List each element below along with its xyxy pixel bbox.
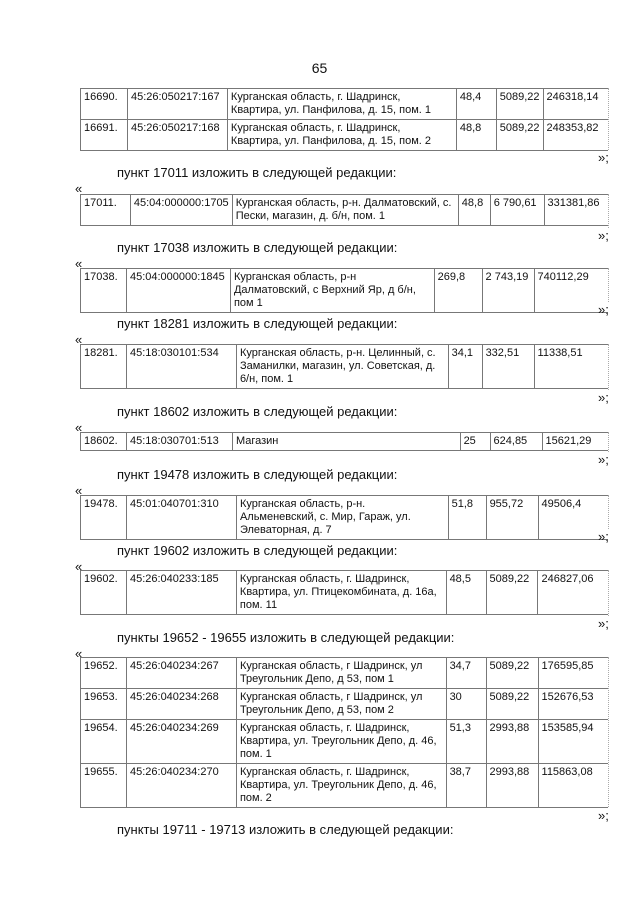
paragraph-19652-19655: пункты 19652 - 19655 изложить в следующей редакции: — [117, 630, 455, 645]
paragraph-18602: пункт 18602 изложить в следующей редакции: — [117, 404, 398, 419]
table-row — [81, 571, 609, 615]
cadastral-number-cell: 45:26:040234:268 — [126, 689, 236, 720]
area-cell: 30 — [446, 689, 486, 720]
closing-quote: »; — [598, 529, 609, 544]
address-cell: Курганская область, г. Шадринск, Квартира, ул. Птицекомбината, д. 16а, пом. 11 — [236, 571, 446, 615]
cadastral-number-cell: 45:26:040233:185 — [126, 571, 236, 615]
address-cell: Курганская область, р-н. Целинный, с. Заманилки, магазин, ул. Советская, д. 6/н, пом. 1 — [236, 345, 448, 389]
value-cell: 152676,53 — [538, 689, 608, 720]
address-cell: Курганская область, г. Шадринск, Квартира, ул. Треугольник Депо, д. 46, пом. 2 — [236, 764, 446, 808]
table-items-16690-16691 — [80, 88, 608, 151]
row-number-cell: 19653. — [81, 689, 127, 720]
area-cell: 38,7 — [446, 764, 486, 808]
address-cell: Курганская область, г Шадринск, ул Треугольник Депо, д 53, пом 2 — [236, 689, 446, 720]
address-cell: Курганская область, р-н Далматовский, с Верхний Яр, д б/н, пом 1 — [230, 269, 434, 313]
opening-quote: « — [75, 646, 83, 661]
paragraph-19478: пункт 19478 изложить в следующей редакции: — [117, 467, 398, 482]
area-cell: 51,3 — [446, 720, 486, 764]
opening-quote: « — [75, 181, 83, 196]
value-cell: 246827,06 — [538, 571, 608, 615]
cadastral-number-cell: 45:26:040234:267 — [126, 658, 236, 689]
closing-quote: »; — [598, 616, 609, 631]
value-cell: 153585,94 — [538, 720, 608, 764]
row-number-cell: 19478. — [81, 496, 127, 540]
paragraph-18281: пункт 18281 изложить в следующей редакции: — [117, 316, 398, 331]
table-row — [81, 658, 609, 689]
area-cell: 269,8 — [434, 269, 482, 313]
value-cell: 246318,14 — [543, 89, 608, 120]
rate-cell: 5089,22 — [486, 658, 538, 689]
rate-cell: 5089,22 — [486, 571, 538, 615]
address-cell: Курганская область, р-н. Альменевский, с. Мир, Гараж, ул. Элеваторная, д. 7 — [236, 496, 448, 540]
cadastral-number-cell: 45:18:030701:513 — [126, 433, 232, 451]
cadastral-number-cell: 45:26:050217:168 — [127, 120, 227, 151]
area-cell: 48,4 — [456, 89, 496, 120]
row-number-cell: 19652. — [81, 658, 127, 689]
row-number-cell: 18602. — [81, 433, 127, 451]
area-cell: 48,5 — [446, 571, 486, 615]
table-item-18602 — [80, 432, 608, 451]
address-cell: Курганская область, р-н. Далматовский, с. Пески, магазин, д. б/н, пом. 1 — [232, 195, 458, 226]
value-cell: 49506,4 — [538, 496, 608, 540]
table-row — [81, 433, 609, 451]
row-number-cell: 18281. — [81, 345, 127, 389]
row-number-cell: 17011. — [81, 195, 131, 226]
table-row — [81, 120, 609, 151]
table-item-18281 — [80, 344, 608, 389]
rate-cell: 5089,22 — [496, 120, 543, 151]
table-items-19652-19655 — [80, 657, 608, 808]
rate-cell: 6 790,61 — [490, 195, 544, 226]
cadastral-number-cell: 45:18:030101:534 — [126, 345, 236, 389]
cadastral-number-cell: 45:26:040234:269 — [126, 720, 236, 764]
address-cell: Курганская область, г. Шадринск, Квартира, ул. Треугольник Депо, д. 46, пом. 1 — [236, 720, 446, 764]
table-row — [81, 720, 609, 764]
table-row — [81, 89, 609, 120]
rate-cell: 332,51 — [482, 345, 534, 389]
value-cell: 11338,51 — [534, 345, 608, 389]
area-cell: 25 — [460, 433, 490, 451]
table-row — [81, 764, 609, 808]
value-cell: 15621,29 — [542, 433, 608, 451]
area-cell: 34,7 — [446, 658, 486, 689]
row-number-cell: 19602. — [81, 571, 127, 615]
paragraph-19711-19713: пункты 19711 - 19713 изложить в следующей редакции: — [117, 822, 454, 837]
value-cell: 115863,08 — [538, 764, 608, 808]
closing-quote: »; — [598, 228, 609, 243]
closing-quote: »; — [598, 390, 609, 405]
page-number: 65 — [311, 60, 328, 76]
address-cell: Магазин — [232, 433, 460, 451]
opening-quote: « — [75, 332, 83, 347]
value-cell: 248353,82 — [543, 120, 608, 151]
table-item-17038 — [80, 268, 608, 313]
table-item-19478 — [80, 495, 608, 540]
paragraph-19602: пункт 19602 изложить в следующей редакции: — [117, 543, 398, 558]
area-cell: 34,1 — [448, 345, 482, 389]
closing-quote: »; — [598, 150, 609, 165]
table-row — [81, 195, 609, 226]
table-item-17011 — [80, 194, 608, 226]
cadastral-number-cell: 45:01:040701:310 — [126, 496, 236, 540]
opening-quote: « — [75, 256, 83, 271]
table-row — [81, 269, 609, 313]
rate-cell: 955,72 — [486, 496, 538, 540]
opening-quote: « — [75, 483, 83, 498]
rate-cell: 2993,88 — [486, 720, 538, 764]
paragraph-17011: пункт 17011 изложить в следующей редакции: — [117, 165, 397, 180]
cadastral-number-cell: 45:26:050217:167 — [127, 89, 227, 120]
closing-quote: »; — [598, 808, 609, 823]
paragraph-17038: пункт 17038 изложить в следующей редакции: — [117, 240, 398, 255]
opening-quote: « — [75, 420, 83, 435]
row-number-cell: 16690. — [81, 89, 128, 120]
value-cell: 331381,86 — [544, 195, 608, 226]
closing-quote: »; — [598, 302, 609, 317]
table-row — [81, 689, 609, 720]
table-item-19602 — [80, 570, 608, 615]
opening-quote: « — [75, 559, 83, 574]
value-cell: 740112,29 — [534, 269, 608, 313]
area-cell: 48,8 — [456, 120, 496, 151]
area-cell: 48,8 — [458, 195, 490, 226]
row-number-cell: 16691. — [81, 120, 128, 151]
address-cell: Курганская область, г. Шадринск, Квартира, ул. Панфилова, д. 15, пом. 1 — [227, 89, 456, 120]
table-row — [81, 345, 609, 389]
cadastral-number-cell: 45:26:040234:270 — [126, 764, 236, 808]
value-cell: 176595,85 — [538, 658, 608, 689]
cadastral-number-cell: 45:04:000000:1845 — [126, 269, 230, 313]
closing-quote: »; — [598, 452, 609, 467]
rate-cell: 624,85 — [490, 433, 542, 451]
address-cell: Курганская область, г Шадринск, ул Треугольник Депо, д 53, пом 1 — [236, 658, 446, 689]
rate-cell: 5089,22 — [486, 689, 538, 720]
area-cell: 51,8 — [448, 496, 486, 540]
rate-cell: 5089,22 — [496, 89, 543, 120]
address-cell: Курганская область, г. Шадринск, Квартира, ул. Панфилова, д. 15, пом. 2 — [227, 120, 456, 151]
rate-cell: 2 743,19 — [482, 269, 534, 313]
cadastral-number-cell: 45:04:000000:1705 — [130, 195, 232, 226]
row-number-cell: 17038. — [81, 269, 127, 313]
table-row — [81, 496, 609, 540]
row-number-cell: 19654. — [81, 720, 127, 764]
rate-cell: 2993,88 — [486, 764, 538, 808]
row-number-cell: 19655. — [81, 764, 127, 808]
